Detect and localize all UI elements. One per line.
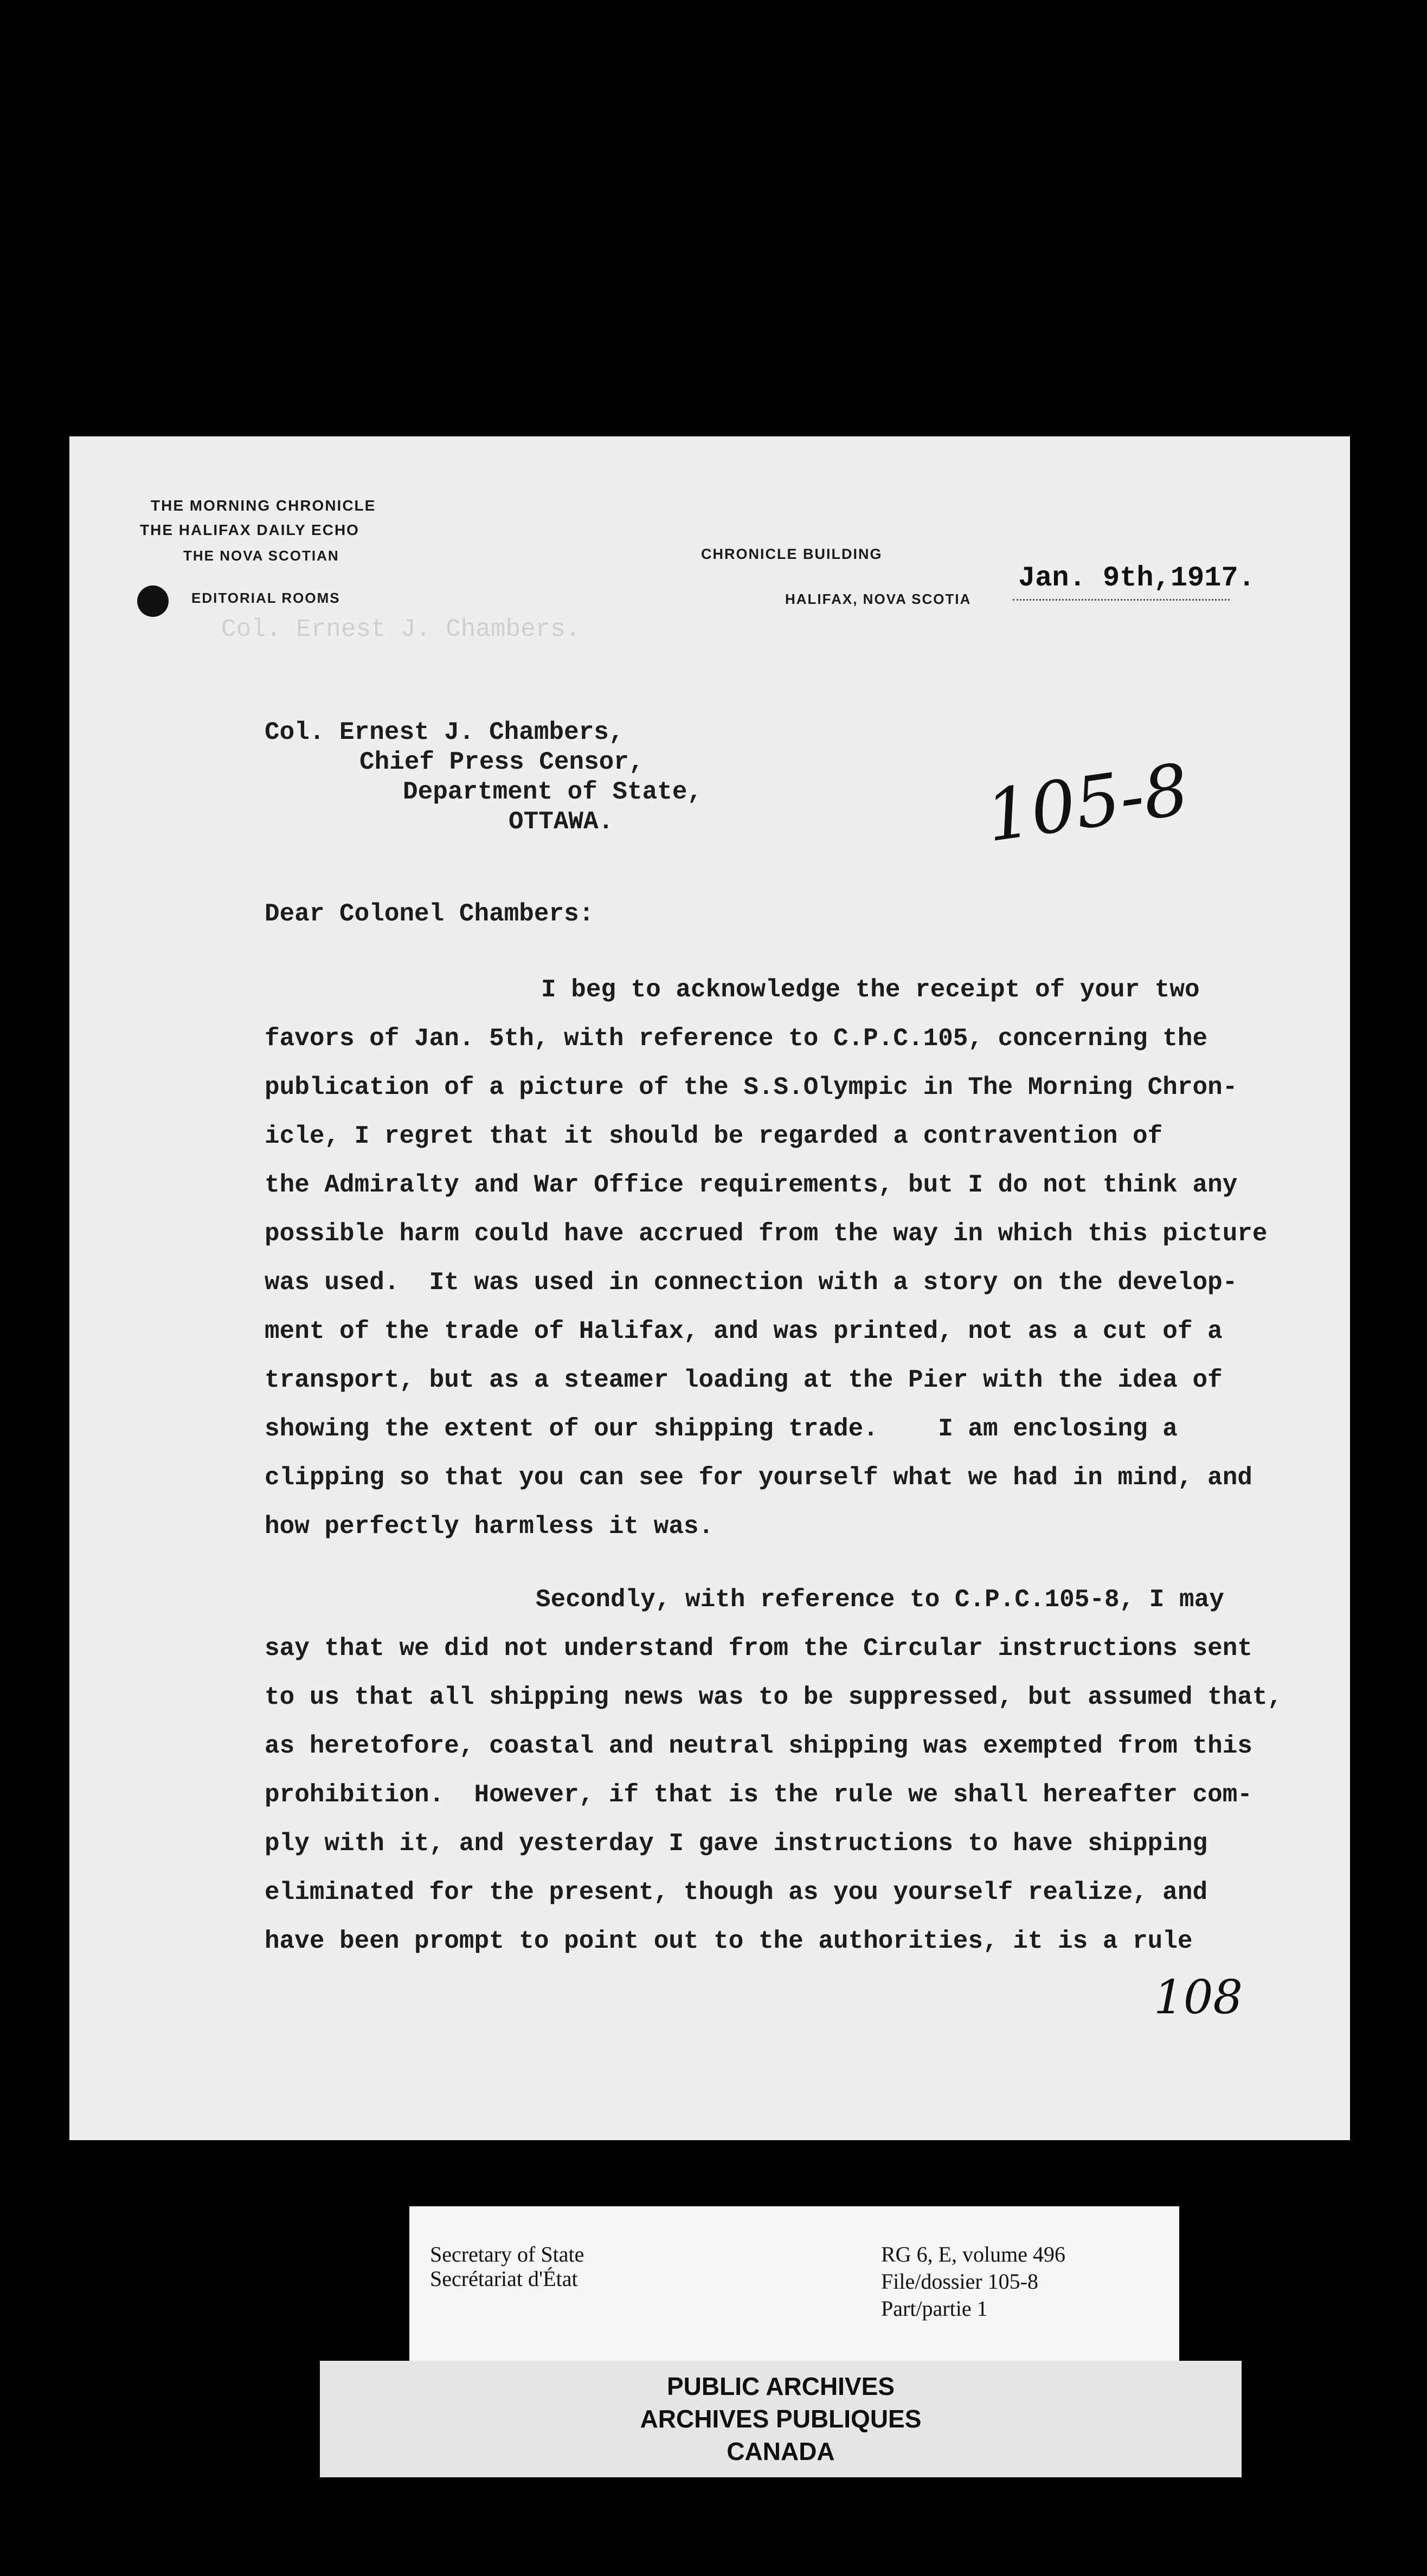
body-line: possible harm could have accrued from the way in which this picture (265, 1220, 1268, 1248)
body-line: clipping so that you can see for yourself what we had in mind, and (265, 1464, 1252, 1492)
stamp-line-public-archives: PUBLIC ARCHIVES (667, 2372, 895, 2400)
body-line: ment of the trade of Halifax, and was printed, not as a cut of a (265, 1317, 1223, 1345)
body-line: to us that all shipping news was to be suppressed, but assumed that, (265, 1683, 1283, 1711)
letterhead-halifax-daily-echo: THE HALIFAX DAILY ECHO (140, 521, 359, 538)
letterhead-editorial-rooms: EDITORIAL ROOMS (191, 590, 340, 606)
body-line: as heretofore, coastal and neutral shipping was exempted from this (265, 1732, 1252, 1760)
salutation: Dear Colonel Chambers: (265, 900, 594, 928)
body-line: I beg to acknowledge the receipt of your two (541, 976, 1200, 1004)
letterhead-nova-scotian: THE NOVA SCOTIAN (183, 548, 339, 564)
label-record-group: RG 6, E, volume 496 (881, 2242, 1065, 2266)
body-line: was used. It was used in connection with a story on the develop- (265, 1268, 1238, 1297)
body-line: how perfectly harmless it was. (265, 1512, 714, 1541)
handwritten-page-number: 108 (1154, 1970, 1243, 2025)
body-line: favors of Jan. 5th, with reference to C.P.C.105, concerning the (265, 1025, 1208, 1053)
body-line: prohibition. However, if that is the rule we shall hereafter com- (265, 1781, 1252, 1809)
body-line: publication of a picture of the S.S.Olympic in The Morning Chron- (265, 1073, 1238, 1102)
date-rule (1013, 599, 1230, 601)
bleed-through-text: Col. Ernest J. Chambers. (221, 615, 581, 643)
body-line: eliminated for the present, though as you yourself realize, and (265, 1878, 1208, 1907)
archive-reference-label (409, 2206, 1179, 2374)
body-line: have been prompt to point out to the authorities, it is a rule (265, 1927, 1193, 1955)
letter-page (69, 436, 1350, 2140)
body-line: ply with it, and yesterday I gave instructions to have shipping (265, 1830, 1208, 1858)
label-part: Part/partie 1 (881, 2296, 988, 2321)
label-department-en: Secretary of State (430, 2242, 584, 2266)
recipient-city: OTTAWA. (509, 808, 614, 836)
letterhead-building: CHRONICLE BUILDING (701, 546, 883, 562)
letter-date: Jan. 9th,1917. (1018, 562, 1255, 594)
label-department-fr: Secrétariat d'État (430, 2266, 578, 2291)
recipient-department: Department of State, (403, 778, 703, 806)
recipient-title: Chief Press Censor, (359, 748, 644, 776)
body-line: Secondly, with reference to C.P.C.105-8, I may (536, 1586, 1224, 1614)
label-file-dossier: File/dossier 105-8 (881, 2269, 1038, 2294)
recipient-name: Col. Ernest J. Chambers, (265, 718, 624, 746)
body-line: transport, but as a steamer loading at the Pier with the idea of (265, 1366, 1223, 1394)
public-archives-stamp (320, 2361, 1242, 2477)
body-line: showing the extent of our shipping trade. I am enclosing a (265, 1415, 1178, 1443)
stamp-line-archives-publiques: ARCHIVES PUBLIQUES (640, 2405, 922, 2433)
ink-dot-icon (137, 585, 169, 617)
letterhead-city: HALIFAX, NOVA SCOTIA (785, 591, 972, 607)
body-line: the Admiralty and War Office requirements, but I do not think any (265, 1171, 1238, 1199)
handwritten-file-number: 105-8 (981, 748, 1194, 858)
body-line: icle, I regret that it should be regarded a contravention of (265, 1122, 1163, 1150)
body-line: say that we did not understand from the Circular instructions sent (265, 1634, 1252, 1663)
stamp-line-canada: CANADA (727, 2437, 835, 2465)
letterhead-morning-chronicle: THE MORNING CHRONICLE (151, 497, 376, 514)
